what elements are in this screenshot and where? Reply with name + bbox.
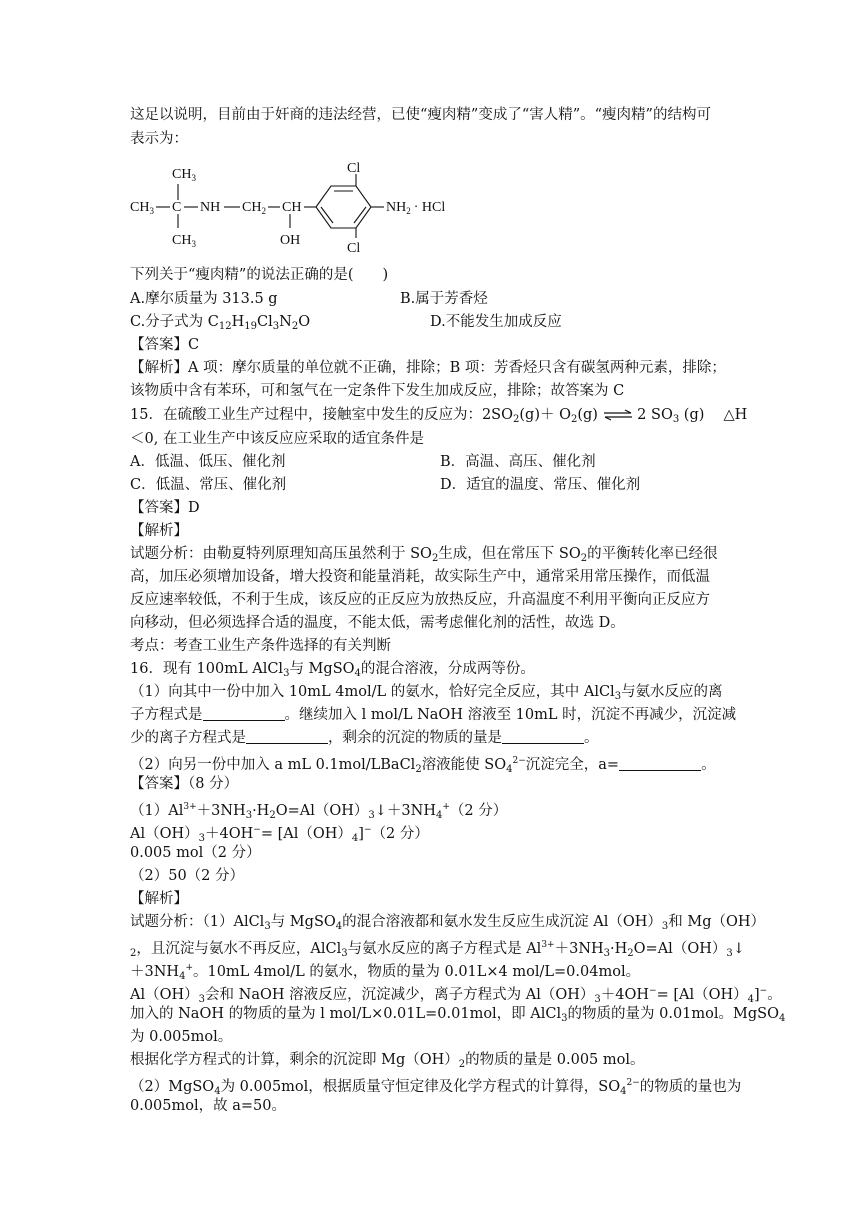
q16-explanation-6: 为 0.005mol。: [130, 1029, 233, 1045]
svg-text:C: C: [172, 200, 182, 215]
q14-option-b: B.属于芳香烃: [400, 291, 488, 307]
svg-text:OH: OH: [280, 233, 301, 248]
q15-option-a: A．低温、低压、催化剂: [130, 454, 286, 470]
q15-stem: 15．在硫酸工业生产过程中，接触室中发生的反应为：$2SO_2(g)+ O_2(g)$ 2 $SO_3$ (g) △H: [130, 407, 748, 425]
svg-text:Cl: Cl: [347, 161, 361, 176]
q14-stem: 下列关于“瘦肉精”的说法正确的是( ): [130, 267, 389, 283]
q14-option-a: A.摩尔质量为 313.5 g: [130, 291, 278, 307]
q16-explanation-9: 0.005mol，故 a=50。: [130, 1098, 286, 1114]
answer-blank-4[interactable]: [619, 756, 701, 771]
svg-text:Cl: Cl: [347, 241, 361, 254]
svg-text:CH3: $CH_3$: [172, 167, 196, 183]
svg-text:NH: NH: [200, 200, 221, 215]
answer-blank-1[interactable]: [203, 706, 285, 721]
q16-answer-4: （2）50（2 分）: [130, 868, 245, 884]
q16-stem: 16．现有 100mL AlCl$_3$与 MgSO$_4$的混合溶液，分成两等份。: [130, 661, 535, 679]
q16-answer-1: $(1)Al^{3+}+3NH_3\cdot H_2O=Al(OH)_3↓+3NH_4^+(2$ 分）: [130, 802, 508, 821]
q16-part1-line-1: （1）向其中一份中加入 10mL 4mol/L 的氨水，恰好完全反应，其中 AlCl$_3$与氨水反应的离: [130, 684, 723, 702]
q16-jiexi: 【解析】: [130, 891, 188, 907]
q16-answer: 【答案】（8 分）: [130, 776, 239, 792]
q16-answer-3: 0.005 mol（2 分）: [130, 845, 261, 861]
q14-explanation-2: 该物质中含有苯环，可和氢气在一定条件下发生加成反应，排除；故答案为 C: [130, 383, 625, 399]
svg-text:CH3: $CH_3$: [172, 233, 196, 249]
answer-blank-3[interactable]: [502, 729, 584, 744]
q15-option-b: B．高温、高压、催化剂: [440, 454, 596, 470]
q14-explanation-1: 【解析】A 项：摩尔质量的单位就不正确，排除；B 项：芳香烃只含有碳氢两种元素，排除；: [130, 360, 726, 376]
q15-option-d: D．适宜的温度、常压、催化剂: [440, 477, 641, 493]
q16-explanation-4: $Al(OH)_3$会和 NaOH 溶液反应，沉淀减少，离子方程式为 $Al(OH)_3+4OH^-= [Al(OH)_4]^-$。: [130, 986, 782, 1005]
intro-line-2: 表示为：: [130, 131, 188, 147]
equilibrium-arrow-icon: [603, 409, 633, 421]
q15-options-row-2: [130, 474, 641, 496]
q15-explanation-1: 试题分析：由勒夏特列原理知高压虽然利于 $SO_2$生成，但在常压下 $SO_2$的平衡转化率已经很: [130, 546, 718, 564]
intro-line-1: 这足以说明，目前由于奸商的违法经营，已使“瘦肉精”变成了“害人精”。“瘦肉精”的结构可: [130, 107, 711, 123]
q16-answer-2: $Al(OH)_3+4OH^-= [Al(OH)_4]^-(2$ 分）: [130, 825, 429, 844]
clenbuterol-structure-diagram: [128, 158, 488, 254]
q14-answer: 【答案】C: [130, 337, 200, 353]
q16-explanation-2: $_2$，且沉淀与氨水不再反应，AlCl$_3$与氨水反应的离子方程式是 $Al^{3+}+3NH_3\cdot H_2O=Al(OH)_3↓$: [130, 940, 745, 959]
answer-blank-2[interactable]: [246, 729, 328, 744]
q16-explanation-5: 加入的 NaOH 的物质的量为 l mol/L×0.01L=0.01mol，即 AlCl$_3$的物质的量为 0.01mol。MgSO$_4$: [130, 1006, 786, 1024]
q15-options-row-1: [130, 451, 596, 473]
q15-jiexi: 【解析】: [130, 523, 188, 539]
q15-kaodian: 考点：考查工业生产条件选择的有关判断: [130, 638, 391, 654]
q15-explanation-3: 反应速率较低，不利于生成，该反应的正反应为放热反应，升高温度不利用平衡向正反应方: [130, 592, 710, 608]
q14-option-c: C.分子式为 $C_{12}H_{19}Cl_3N_2O$: [130, 314, 311, 332]
q15-option-c: C．低温、常压、催化剂: [130, 477, 287, 493]
q16-explanation-7: 根据化学方程式的计算，剩余的沉淀即 $Mg(OH)_2$的物质的量是 0.005 mol。: [130, 1052, 645, 1070]
q14-options-row-1: [130, 288, 488, 310]
svg-text:CH3: $CH_3$: [130, 200, 154, 216]
q15-explanation-4: 向移动，但必须选择合适的温度，不能太低，需考虑催化剂的活性，故选 D。: [130, 615, 625, 631]
q16-part1-line-2: 子方程式是 。继续加入 l mol/L NaOH 溶液至 10mL 时，沉淀不再减少，沉淀减: [130, 707, 737, 723]
q15-stem-2: ＜0, 在工业生产中该反应应采取的适宜条件是: [130, 431, 424, 447]
q16-explanation-1: 试题分析：（1）AlCl$_3$与 MgSO$_4$的混合溶液都和氨水发生反应生成沉淀 $Al(OH)_3$和 Mg（OH）: [130, 914, 766, 932]
q15-explanation-2: 高，加压必须增加设备，增大投资和能量消耗，故实际生产中，通常采用常压操作，而低温: [130, 569, 710, 585]
q16-part1-line-3: 少的离子方程式是 ，剩余的沉淀的物质的量是 。: [130, 730, 599, 746]
q16-explanation-3: $+3NH_4^+$。10mL 4mol/L 的氨水，物质的量为 0.01L×4 mol/L=0.04mol。: [130, 963, 641, 982]
svg-text:CH2: $CH_2$: [242, 200, 266, 216]
q15-answer: 【答案】D: [130, 500, 200, 516]
svg-text:NH2· HCl: $NH_2$ · HCl: [386, 200, 446, 216]
q16-part2: （2）向另一份中加入 a mL 0.1mol/LBaCl$_2$溶液能使 $SO_4^{2-}$沉淀完全，a= 。: [130, 756, 716, 775]
q14-option-d: D.不能发生加成反应: [430, 314, 562, 330]
svg-text:CH: CH: [282, 200, 302, 215]
q16-explanation-8: （2）MgSO$_4$为 0.005mol，根据质量守恒定律及化学方程式的计算得，$SO_4^{2-}$的物质的量也为: [130, 1078, 742, 1097]
